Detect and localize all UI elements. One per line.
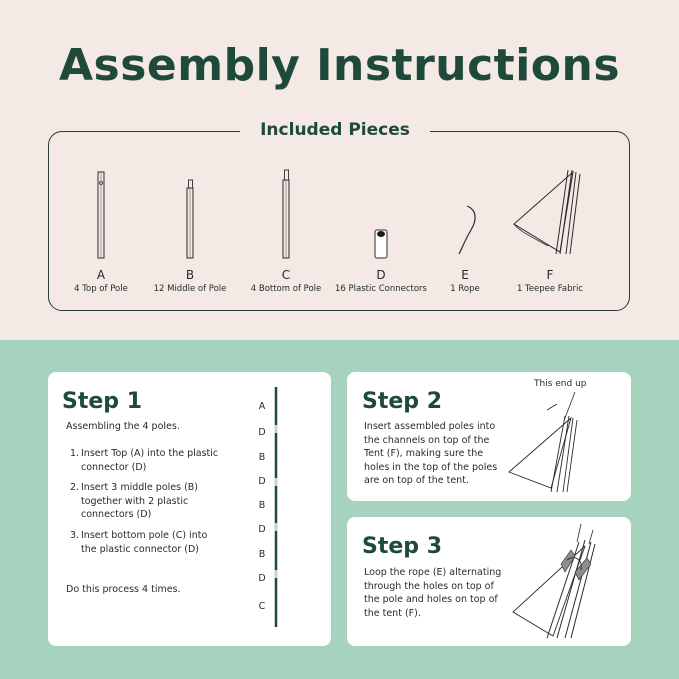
step1-intro: Assembling the 4 poles. [66, 421, 180, 432]
step1-item-3: Insert bottom pole (C) into the plastic connector (D) [81, 530, 208, 555]
pole-label-b3: B [258, 549, 266, 560]
step2-text: Insert assembled poles into the channels on top of the Tent (F), making sure the holes in the top of the poles are on top of the tent. [364, 421, 498, 486]
step1-item-1: Insert Top (A) into the plastic connector (D) [81, 448, 219, 473]
included-pieces-heading: Included Pieces [240, 120, 430, 140]
pole-label-d3: D [258, 524, 266, 535]
pole-top-icon [51, 150, 151, 260]
step1-title: Step 1 [62, 389, 142, 414]
step1-item-2: Insert 3 middle poles (B) together with 2 plastic connectors (D) [81, 482, 199, 520]
piece-b-desc: 12 Middle of Pole [153, 284, 227, 294]
piece-f-letter: F [546, 268, 554, 282]
piece-b-letter: B [185, 268, 195, 282]
piece-e-desc: 1 Rope [450, 284, 480, 294]
step3-text: Loop the rope (E) alternating through the holes on top of the pole and holes on top of the tent (F). [364, 567, 502, 619]
piece-c-desc: 4 Bottom of Pole [250, 284, 322, 294]
pole-label-b1: B [258, 452, 266, 463]
piece-d-desc: 16 Plastic Connectors [335, 284, 427, 294]
step1-item-2-number: 2. [70, 482, 80, 493]
step2-note: This end up [534, 379, 587, 389]
step2-tent-diagram [505, 388, 605, 496]
piece-f-desc: 1 Teepee Fabric [516, 284, 584, 294]
pole-label-d2: D [258, 476, 266, 487]
page-title: Assembly Instructions [58, 40, 621, 91]
step2-title: Step 2 [362, 389, 442, 414]
step1-item-3-number: 3. [70, 530, 80, 541]
piece-d-letter: D [376, 268, 386, 282]
step1-item-1-number: 1. [70, 448, 80, 459]
pole-middle-icon [140, 150, 240, 260]
piece-e-letter: E [461, 268, 469, 282]
pole-label-d1: D [258, 427, 266, 438]
step1-outro: Do this process 4 times. [66, 584, 181, 595]
step3-rope-diagram [505, 520, 605, 642]
piece-a-desc: 4 Top of Pole [74, 284, 128, 294]
piece-a-letter: A [96, 268, 106, 282]
step3-title: Step 3 [362, 534, 442, 559]
pole-label-b2: B [258, 500, 266, 511]
assembled-pole-diagram [272, 385, 286, 630]
teepee-fabric-icon [500, 150, 600, 260]
piece-c-letter: C [281, 268, 291, 282]
pole-label-d4: D [258, 573, 266, 584]
pole-label-a: A [258, 401, 266, 412]
pole-label-c: C [258, 601, 266, 612]
pole-bottom-icon [236, 150, 336, 260]
